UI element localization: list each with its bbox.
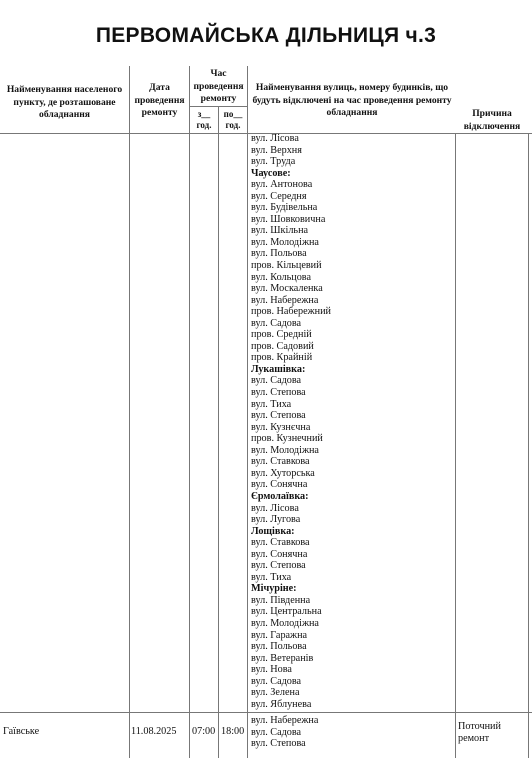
- street-line: вул. Яблунева: [251, 698, 312, 710]
- street-line: вул. Гаражна: [251, 629, 308, 641]
- street-line: вул. Степова: [251, 560, 306, 572]
- street-line: пров. Кільцевий: [251, 260, 322, 272]
- village-heading: Чаусове:: [251, 167, 291, 179]
- street-line: вул. Польова: [251, 248, 307, 260]
- date-cell: 11.08.2025: [131, 726, 177, 737]
- street-list: [251, 133, 451, 710]
- village-heading: Лощівка:: [251, 525, 295, 537]
- row-divider: [0, 712, 532, 713]
- header-date: Дата проведення ремонту: [134, 82, 185, 118]
- page-title: ПЕРВОМАЙСЬКА ДІЛЬНИЦЯ ч.3: [95, 24, 437, 47]
- street-line: вул. Степова: [251, 410, 306, 422]
- column-divider: [247, 66, 248, 758]
- street-line: вул. Ветеранів: [251, 652, 314, 664]
- street-line: вул. Кольцова: [251, 271, 312, 283]
- row-street-list: [251, 715, 318, 750]
- street-line: вул. Тиха: [251, 398, 292, 410]
- street-line: вул. Ставкова: [251, 456, 310, 468]
- header-time: Час проведення ремонту: [193, 68, 244, 104]
- village-heading: Лукашівка:: [251, 363, 306, 375]
- street-line: вул. Середня: [251, 190, 307, 202]
- header-reason: Причина відключення: [463, 108, 521, 132]
- village-heading: Мічуріне:: [251, 583, 297, 595]
- street-line: вул. Шовковична: [251, 213, 326, 225]
- street-line: вул. Степова: [251, 387, 306, 399]
- street-line: вул. Центральна: [251, 606, 322, 618]
- street-line: вул. Лугова: [251, 514, 301, 526]
- column-divider: [189, 66, 190, 758]
- street-line: пров. Кузнечний: [251, 433, 323, 445]
- street-line: пров. Средній: [251, 329, 312, 341]
- column-divider: [455, 133, 456, 758]
- header-time-from: з__ год.: [196, 109, 212, 130]
- street-line: вул. Шкільна: [251, 225, 309, 237]
- street-line: вул. Польова: [251, 641, 307, 653]
- header-settlement: Найменування населеного пункту, де розташоване обладнання: [6, 84, 123, 120]
- street-line: вул. Садова: [251, 317, 302, 329]
- reason-line: Поточний: [458, 721, 501, 732]
- column-divider: [528, 133, 529, 758]
- street-line: вул. Набережна: [251, 715, 319, 726]
- village-heading: Єрмолаївка:: [251, 490, 309, 502]
- street-line: пров. Садовий: [251, 340, 314, 352]
- street-line: пров. Крайній: [251, 352, 313, 364]
- street-line: вул. Молодіжна: [251, 444, 319, 456]
- street-line: вул. Садова: [251, 675, 302, 687]
- time-to-cell: 18:00: [221, 726, 245, 737]
- street-line: вул. Зелена: [251, 687, 300, 699]
- row-divider: [190, 106, 247, 107]
- street-line: вул. Сонячна: [251, 479, 308, 491]
- street-line: вул. Верхня: [251, 144, 302, 156]
- street-line: вул. Москаленка: [251, 283, 323, 295]
- street-line: вул. Будівельна: [251, 202, 318, 214]
- street-line: вул. Сонячна: [251, 548, 308, 560]
- street-line: вул. Степова: [251, 738, 306, 750]
- street-line: вул. Труда: [251, 156, 296, 168]
- header-time-to: по__ год.: [223, 109, 243, 130]
- street-line: вул. Садова: [251, 375, 302, 387]
- street-line: вул. Тиха: [251, 571, 292, 583]
- street-line: вул. Набережна: [251, 294, 319, 306]
- reason-line: ремонт: [458, 733, 490, 744]
- street-line: вул. Кузнєчна: [251, 421, 311, 433]
- street-line: вул. Антонова: [251, 179, 313, 191]
- street-line: вул. Хуторська: [251, 467, 315, 479]
- street-line: вул. Нова: [251, 664, 292, 676]
- reason-cell: [458, 721, 501, 745]
- street-line: вул. Лісова: [251, 502, 299, 514]
- settlement-cell: Гаївське: [3, 726, 40, 737]
- column-divider: [218, 106, 219, 758]
- column-divider: [129, 66, 130, 758]
- street-line: вул. Південна: [251, 594, 311, 606]
- street-line: вул. Молодіжна: [251, 236, 319, 248]
- street-line: вул. Ставкова: [251, 537, 310, 549]
- street-line: вул. Лісова: [251, 133, 299, 144]
- time-from-cell: 07:00: [192, 726, 216, 737]
- street-line: вул. Молодіжна: [251, 617, 319, 629]
- header-streets: Найменування вулиць, номеру будинків, що будуть відключені на час проведення ремонту обладнання: [252, 82, 452, 118]
- street-line: вул. Садова: [251, 726, 302, 738]
- street-line: пров. Набережний: [251, 306, 332, 318]
